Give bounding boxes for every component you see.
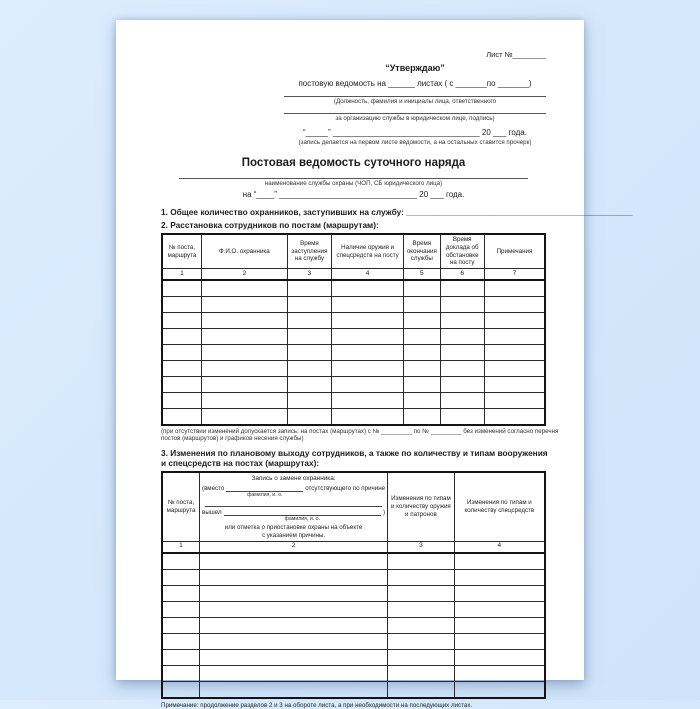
empty-cell <box>200 585 388 601</box>
empty-row <box>162 409 545 426</box>
empty-row <box>162 665 545 681</box>
col-replacement-record <box>200 472 388 541</box>
empty-cell <box>454 585 545 601</box>
empty-row <box>162 345 545 361</box>
empty-cell <box>388 665 455 681</box>
empty-cell <box>162 665 200 681</box>
empty-cell <box>332 393 404 409</box>
col-index-5: 5 <box>404 269 440 281</box>
empty-cell <box>201 393 287 409</box>
approval-block <box>284 50 546 146</box>
empty-row <box>162 553 545 570</box>
replacement-sub2: с указанием причины. <box>261 531 326 539</box>
empty-cell <box>162 585 200 601</box>
document-date-line: на “____” _______________________________ 20 ___ года. <box>242 190 465 199</box>
empty-cell <box>200 617 388 633</box>
empty-cell <box>162 393 201 409</box>
blank-line <box>226 485 303 492</box>
col-weapons: Наличие оружия и спецсредств на посту <box>332 234 404 269</box>
empty-row <box>162 361 545 377</box>
empty-cell <box>484 393 545 409</box>
empty-cell <box>287 409 331 426</box>
empty-cell <box>440 345 484 361</box>
col-index-4: 4 <box>454 541 545 553</box>
empty-cell <box>388 681 455 698</box>
empty-cell <box>440 313 484 329</box>
empty-cell <box>388 633 455 649</box>
col-special-means-changes: Изменения по типам и количеству спецсредств <box>454 472 545 541</box>
changes-table-number-row <box>162 541 545 553</box>
replacement-row1-post: отсутствующего по причине <box>305 485 386 492</box>
empty-row <box>162 649 545 665</box>
empty-cell <box>404 393 440 409</box>
empty-cell <box>201 280 287 297</box>
empty-cell <box>454 633 545 649</box>
empty-row <box>162 633 545 649</box>
section-3-heading-line2: и спецсредств на постах (маршрутах): <box>161 458 320 468</box>
empty-cell <box>440 280 484 297</box>
empty-cell <box>332 280 404 297</box>
empty-cell <box>388 649 455 665</box>
empty-cell <box>440 393 484 409</box>
empty-cell <box>332 409 404 426</box>
empty-cell <box>404 297 440 313</box>
changes-table-header-row <box>162 472 545 541</box>
footer-note: Примечание: продолжение разделов 2 и 3 на обороте листа, а при необходимости на последующих листах. <box>161 701 473 709</box>
section-1-heading: 1. Общее количество охранников, заступивших на службу: _________________________________________________ <box>161 207 633 217</box>
empty-row <box>162 601 545 617</box>
empty-cell <box>162 601 200 617</box>
col-index-3: 3 <box>287 269 331 281</box>
posts-table-header-row <box>162 234 545 269</box>
empty-cell <box>484 297 545 313</box>
posts-table-number-row <box>162 269 545 281</box>
empty-cell <box>287 313 331 329</box>
empty-cell <box>454 665 545 681</box>
empty-cell <box>404 313 440 329</box>
form-sheet <box>116 20 633 709</box>
no-changes-note-line1: (при отсутствии изменений допускается запись: на постах (маршрутах) с № _________ по № _________ без изменений согласно перечня <box>161 428 559 435</box>
empty-cell <box>201 409 287 426</box>
empty-cell <box>201 377 287 393</box>
empty-cell <box>162 361 201 377</box>
empty-cell <box>484 377 545 393</box>
empty-cell <box>484 280 545 297</box>
empty-cell <box>484 313 545 329</box>
empty-row <box>162 569 545 585</box>
empty-cell <box>454 681 545 698</box>
empty-cell <box>440 297 484 313</box>
org-name-rule <box>179 169 528 179</box>
empty-row <box>162 329 545 345</box>
empty-cell <box>200 649 388 665</box>
empty-cell <box>200 601 388 617</box>
col-index-7: 7 <box>484 269 545 281</box>
empty-cell <box>287 329 331 345</box>
empty-cell <box>201 361 287 377</box>
empty-cell <box>162 329 201 345</box>
empty-cell <box>162 345 201 361</box>
empty-cell <box>201 297 287 313</box>
empty-cell <box>332 329 404 345</box>
empty-cell <box>388 601 455 617</box>
empty-cell <box>287 280 331 297</box>
col-end-time: Время окончания службы <box>404 234 440 269</box>
empty-cell <box>201 345 287 361</box>
name-blank <box>226 485 303 499</box>
empty-cell <box>200 553 388 570</box>
empty-cell <box>388 585 455 601</box>
reason-blank-line <box>205 499 382 507</box>
empty-cell <box>332 297 404 313</box>
empty-cell <box>440 329 484 345</box>
empty-cell <box>404 409 440 426</box>
empty-cell <box>484 409 545 426</box>
empty-cell <box>162 569 200 585</box>
blank-line <box>224 509 381 516</box>
col-guard-name: Ф.И.О. охранника <box>201 234 287 269</box>
name-caption: фамилия, и. о. <box>247 492 283 498</box>
changes-table-body <box>162 553 545 698</box>
empty-cell <box>388 569 455 585</box>
empty-cell <box>162 617 200 633</box>
empty-cell <box>454 569 545 585</box>
empty-row <box>162 377 545 393</box>
empty-cell <box>162 409 201 426</box>
empty-cell <box>287 361 331 377</box>
signature-rule-2 <box>284 105 546 114</box>
col-report-time: Время доклада об обстановке на посту <box>440 234 484 269</box>
empty-cell <box>287 377 331 393</box>
section-3-heading-line1: 3. Изменения по плановому выходу сотрудников, а также по количеству и типам вооружения <box>161 448 548 458</box>
approve-line: постовую ведомость на ______ листах ( с _______по _______) <box>298 79 532 88</box>
col-index-1: 1 <box>162 541 200 553</box>
replacement-row3-pre: вышел <box>202 508 222 516</box>
empty-cell <box>287 345 331 361</box>
col-post-number: № поста, маршрута <box>162 472 200 541</box>
empty-cell <box>162 377 201 393</box>
col-index-2: 2 <box>201 269 287 281</box>
empty-cell <box>332 345 404 361</box>
approve-note: (запись делается на первом листе ведомости, а на остальных ставится прочерк) <box>298 139 532 146</box>
col-weapon-changes: Изменения по типам и количеству оружия и патронов <box>388 472 455 541</box>
empty-cell <box>404 345 440 361</box>
empty-row <box>162 585 545 601</box>
col-index-2: 2 <box>200 541 388 553</box>
empty-cell <box>287 297 331 313</box>
section-2-heading: 2. Расстановка сотрудников по постам (маршрутам): <box>161 220 379 230</box>
empty-cell <box>454 617 545 633</box>
empty-cell <box>332 313 404 329</box>
changes-table <box>161 471 546 699</box>
empty-row <box>162 297 545 313</box>
replacement-sub1: или отметка о приостановке охраны на объекте <box>224 524 363 531</box>
empty-cell <box>454 553 545 570</box>
col-post-number: № поста, маршрута <box>162 234 201 269</box>
empty-cell <box>484 361 545 377</box>
empty-row <box>162 681 545 698</box>
empty-cell <box>162 553 200 570</box>
empty-cell <box>454 601 545 617</box>
col-index-6: 6 <box>440 269 484 281</box>
col-notes: Примечания <box>484 234 545 269</box>
signature-caption-2: за организацию службы в юридическом лице, подпись) <box>335 115 495 122</box>
col-index-3: 3 <box>388 541 455 553</box>
signature-rule <box>284 88 546 97</box>
empty-cell <box>162 313 201 329</box>
empty-row <box>162 393 545 409</box>
empty-cell <box>484 329 545 345</box>
empty-cell <box>162 681 200 698</box>
empty-row <box>162 313 545 329</box>
empty-cell <box>440 361 484 377</box>
empty-cell <box>404 329 440 345</box>
empty-cell <box>440 409 484 426</box>
empty-cell <box>484 345 545 361</box>
posts-table-body <box>162 280 545 425</box>
empty-row <box>162 617 545 633</box>
replacement-row1-pre: (вместо <box>202 485 225 492</box>
empty-cell <box>162 649 200 665</box>
empty-cell <box>404 280 440 297</box>
empty-cell <box>404 361 440 377</box>
empty-cell <box>388 617 455 633</box>
name-blank-2 <box>224 509 381 523</box>
col-index-1: 1 <box>162 269 201 281</box>
no-changes-note-line2: постов (маршрутов) и графиков несения службы) <box>161 435 304 442</box>
empty-cell <box>162 633 200 649</box>
empty-cell <box>440 377 484 393</box>
posts-table <box>161 233 546 426</box>
approve-date-line: “_____” _________________________________ 20 ___ года. <box>303 128 527 137</box>
sheet-number-label: Лист №________ <box>486 50 546 59</box>
approve-heading: “Утверждаю” <box>385 63 445 73</box>
document-title: Постовая ведомость суточного наряда <box>241 157 466 169</box>
replacement-row-3 <box>202 509 385 523</box>
empty-cell <box>388 553 455 570</box>
empty-cell <box>162 297 201 313</box>
empty-cell <box>332 377 404 393</box>
replacement-title: Запись о замене охранника: <box>251 475 336 482</box>
empty-cell <box>200 665 388 681</box>
col-start-time: Время заступления на службу <box>287 234 331 269</box>
replacement-row3-post: ) <box>383 508 386 516</box>
empty-cell <box>201 329 287 345</box>
empty-cell <box>404 377 440 393</box>
empty-cell <box>200 633 388 649</box>
empty-cell <box>201 313 287 329</box>
name-caption-2: фамилия, и. о. <box>284 515 320 522</box>
empty-cell <box>200 681 388 698</box>
empty-cell <box>162 280 201 297</box>
replacement-row-1 <box>202 485 385 499</box>
empty-cell <box>454 649 545 665</box>
col-index-4: 4 <box>332 269 404 281</box>
empty-cell <box>200 569 388 585</box>
empty-cell <box>287 393 331 409</box>
signature-caption-1: (Должность, фамилия и инициалы лица, ответственного <box>333 98 497 105</box>
org-name-caption: наименование службы охраны (ЧОП, СБ юридического лица) <box>264 180 443 187</box>
empty-row <box>162 280 545 297</box>
empty-cell <box>332 361 404 377</box>
